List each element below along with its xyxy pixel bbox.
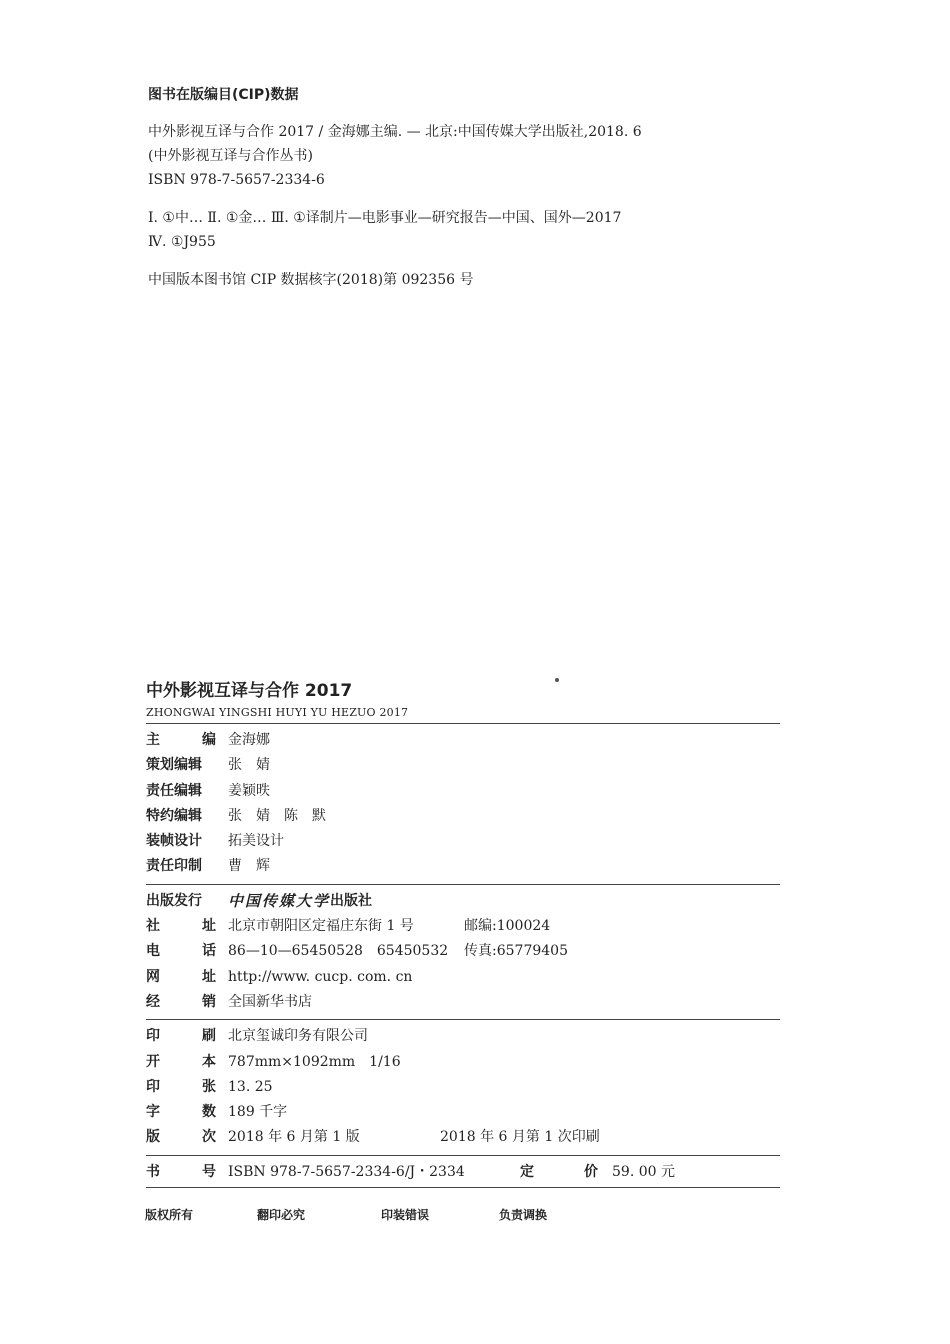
cip-line-classification: Ⅰ. ①中… Ⅱ. ①金… Ⅲ. ①译制片—电影事业—研究报告—中国、国外—2017 — [148, 210, 622, 226]
imprint-block — [146, 676, 780, 1192]
cip-line-data-number: 中国版本图书馆 CIP 数据核字(2018)第 092356 号 — [148, 272, 474, 288]
divider — [146, 1155, 780, 1156]
cip-line-class-number: Ⅳ. ①J955 — [148, 234, 216, 250]
book-title-pinyin: ZHONGWAI YINGSHI HUYI YU HEZUO 2017 — [146, 706, 409, 719]
price: 59. 00 元 — [612, 1163, 675, 1180]
divider — [146, 723, 780, 724]
editor-row: 策划编辑 张 婧 — [146, 757, 270, 774]
cip-line-title: 中外影视互译与合作 2017 / 金海娜主编. — 北京:中国传媒大学出版社,2018. 6 — [148, 124, 642, 140]
cip-line-isbn: ISBN 978-7-5657-2334-6 — [148, 172, 325, 188]
website-link[interactable]: http://www. cucp. com. cn — [228, 968, 413, 985]
publisher-logo-text: 中国传媒大学 — [228, 891, 331, 910]
editor-row: 责任编辑 姜颖昳 — [146, 782, 270, 799]
website-row: 网 址 http://www. cucp. com. cn — [146, 965, 780, 990]
address-row: 社 址 北京市朝阳区定福庄东街 1 号 邮编:100024 — [146, 918, 551, 935]
editor-row: 装帧设计 拓美设计 — [146, 833, 284, 850]
printer-row: 印 刷 北京玺诚印务有限公司 — [146, 1028, 368, 1045]
editor-row: 主 编 金海娜 — [146, 728, 780, 753]
cip-line-series: (中外影视互译与合作丛书) — [148, 148, 313, 164]
wordcount-row: 字 数 189 千字 — [146, 1104, 288, 1121]
divider — [146, 1019, 780, 1020]
publisher-row: 出版发行 中国传媒大学 出版社 — [146, 889, 780, 914]
book-title: 中外影视互译与合作 2017 — [146, 681, 353, 701]
divider — [146, 884, 780, 885]
isbn-row: 书 号 ISBN 978-7-5657-2334-6/J・2334 定 价 59. 00 元 — [146, 1160, 780, 1185]
divider — [146, 1187, 780, 1188]
editor-row: 责任印制 曹 辉 — [146, 858, 270, 875]
phone-row: 电 话 86—10—65450528 65450532 传真:65779405 — [146, 943, 568, 960]
sheets-row: 印 张 13. 25 — [146, 1078, 273, 1095]
edition-row: 版 次 2018 年 6 月第 1 版 2018 年 6 月第 1 次印刷 — [146, 1129, 600, 1146]
format-row: 开 本 787mm×1092mm 1/16 — [146, 1053, 401, 1070]
cip-heading: 图书在版编目(CIP)数据 — [148, 87, 299, 103]
editor-row: 特约编辑 张 婧 陈 默 — [146, 807, 326, 824]
distributor-row: 经 销 全国新华书店 — [146, 993, 312, 1010]
chief-editor: 金海娜 — [228, 732, 270, 748]
cip-block — [148, 84, 848, 292]
copyright-notice: 版权所有 翻印必究 印装错误 负责调换 — [145, 1208, 548, 1222]
